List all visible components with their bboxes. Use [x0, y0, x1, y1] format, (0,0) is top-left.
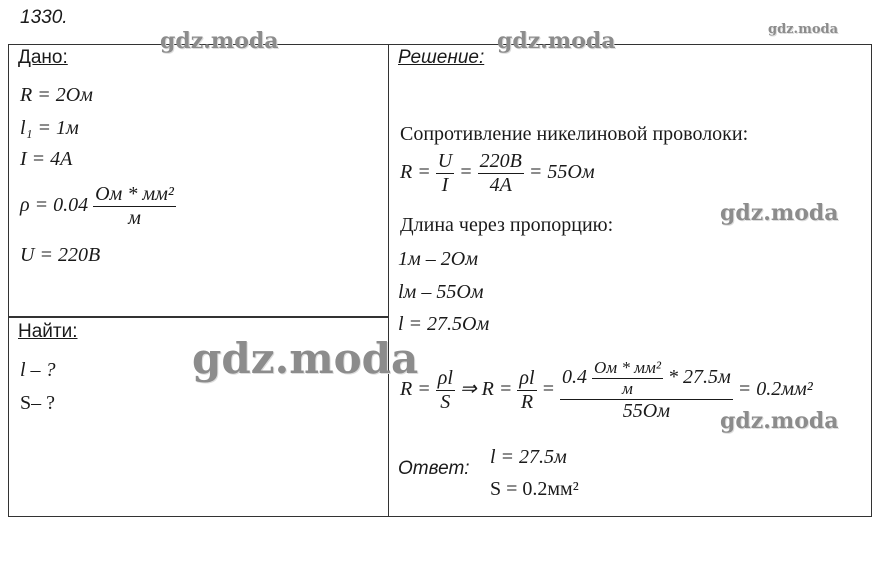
eq-part: = 0.2мм²	[737, 378, 813, 401]
eq-num: Ом * мм²	[594, 358, 661, 377]
watermark: gdz.moda	[192, 334, 419, 383]
proportion-line: 1м – 2Ом	[398, 248, 478, 270]
proportion-line: lм – 55Ом	[398, 281, 484, 303]
rho-denominator: м	[93, 206, 176, 230]
rho-numerator: Ом * мм²	[95, 183, 174, 205]
eq-num: U	[437, 150, 453, 172]
equation-resistance	[400, 150, 595, 197]
given-line: U = 220B	[20, 244, 101, 266]
eq-part: =	[459, 161, 473, 184]
watermark: gdz.moda	[720, 408, 839, 434]
given-line: R = 2Ом	[20, 84, 93, 106]
eq-den: R	[517, 390, 536, 414]
eq-part: R =	[400, 161, 431, 184]
given-line: I = 4A	[20, 148, 73, 170]
eq-den: м	[592, 378, 663, 399]
problem-number: 1330.	[20, 7, 68, 28]
watermark: gdz.moda	[720, 200, 839, 226]
eq-part: R =	[400, 378, 431, 401]
watermark: gdz.moda	[768, 22, 839, 37]
eq-den: I	[436, 173, 454, 197]
eq-num: 220B	[479, 150, 522, 172]
eq-part: = 55Ом	[528, 161, 595, 184]
eq-num: ρl	[519, 367, 535, 389]
eq-big-numerator	[560, 358, 733, 399]
eq-den: 4A	[478, 173, 524, 197]
given-rho	[20, 183, 176, 230]
solution-text: Сопротивление никелиновой проволоки:	[400, 123, 749, 145]
solution-heading: Решение:	[398, 47, 485, 68]
given-line: l₁ = 1м	[20, 117, 79, 139]
answer-line: S = 0.2мм²	[490, 478, 579, 500]
eq-big-denominator: 55Ом	[560, 399, 733, 423]
answer-label: Ответ:	[398, 458, 470, 479]
find-line: l – ?	[20, 359, 56, 381]
eq-part: 0.4	[562, 366, 588, 389]
eq-num: ρl	[437, 367, 453, 389]
find-heading: Найти:	[18, 321, 78, 342]
answer-line: l = 27.5м	[490, 446, 567, 468]
watermark: gdz.moda	[497, 28, 616, 54]
proportion-line: l = 27.5Ом	[398, 313, 490, 335]
eq-part: * 27.5м	[667, 366, 731, 389]
watermark: gdz.moda	[160, 28, 279, 54]
rho-prefix: ρ = 0.04	[20, 194, 89, 217]
eq-den: S	[436, 390, 455, 414]
solution-text: Длина через пропорцию:	[400, 214, 614, 236]
find-line: S– ?	[20, 392, 55, 414]
given-heading: Дано:	[18, 47, 68, 68]
eq-part: =	[541, 378, 556, 401]
eq-part: ⇒ R =	[459, 378, 513, 401]
